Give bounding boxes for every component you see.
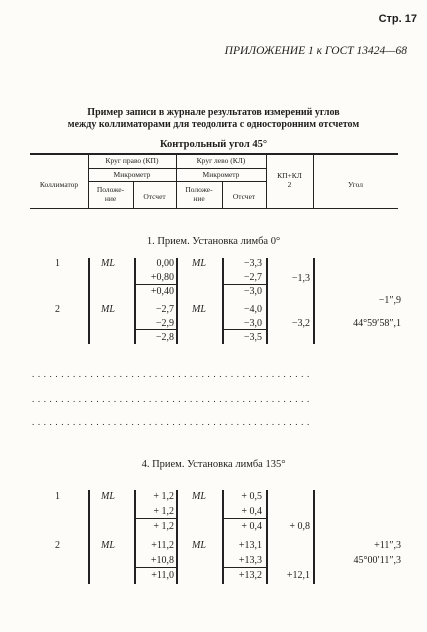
s1-rule-l2 xyxy=(222,329,266,330)
s1-rule-r1 xyxy=(134,284,176,285)
s4-r1-average: + 0,8 xyxy=(289,521,310,532)
s1-r1-average: −1,3 xyxy=(291,273,310,284)
s1-r1-reading-left-mean: −3,0 xyxy=(243,286,262,297)
s4-r2-reading-right-mean: +11,0 xyxy=(151,570,174,581)
s1-vline-1 xyxy=(88,258,90,344)
s4-r2-reading-right-2: +10,8 xyxy=(150,555,174,566)
s1-r2-reading-right-2: −2,9 xyxy=(155,318,174,329)
s4-r1-reading-left-2: + 0,4 xyxy=(241,506,262,517)
s4-rule-l1 xyxy=(222,518,266,519)
s1-r2-position-right: ML xyxy=(101,304,115,315)
section-1-heading: 1. Прием. Установка лимба 0° xyxy=(146,236,281,247)
s1-r1-reading-right-1: 0,00 xyxy=(156,258,174,269)
s4-r2-reading-left-2: +13,3 xyxy=(238,555,262,566)
s4-vline-3 xyxy=(176,490,178,584)
header-average: КП+КЛ 2 xyxy=(277,171,302,189)
appendix-reference: ПРИЛОЖЕНИЕ 1 к ГОСТ 13424—68 xyxy=(224,45,407,57)
s1-r1-reading-left-1: −3,3 xyxy=(243,258,262,269)
s1-collimator-1: 1 xyxy=(55,258,60,269)
header-bottom-rule xyxy=(30,208,398,209)
s1-vline-5 xyxy=(266,258,268,344)
s4-r1-reading-right-mean: + 1,2 xyxy=(153,521,174,532)
header-circle-left: Круг лево (КЛ) xyxy=(196,156,246,165)
header-circle-right: Круг право (КП) xyxy=(105,156,159,165)
s1-r2-reading-left-mean: −3,5 xyxy=(243,332,262,343)
header-rule-1 xyxy=(88,168,266,169)
header-micrometer-left: Микрометр xyxy=(202,170,240,179)
s1-angle-correction: −1″,9 xyxy=(378,295,401,306)
s1-r1-reading-right-mean: +0,40 xyxy=(150,286,174,297)
s1-vline-4 xyxy=(222,258,224,344)
control-angle-subtitle: Контрольный угол 45° xyxy=(159,139,268,150)
header-position-left: Положе- ние xyxy=(185,185,213,203)
s1-rule-r2 xyxy=(134,329,176,330)
s4-r1-position-right: ML xyxy=(101,491,115,502)
s4-r2-position-left: ML xyxy=(192,540,206,551)
s4-rule-l2 xyxy=(222,567,266,568)
s1-collimator-2: 2 xyxy=(55,304,60,315)
s4-r2-position-right: ML xyxy=(101,540,115,551)
s4-vline-5 xyxy=(266,490,268,584)
s4-r1-reading-right-2: + 1,2 xyxy=(153,506,174,517)
s1-r1-position-right: ML xyxy=(101,258,115,269)
s4-r1-reading-left-mean: + 0,4 xyxy=(241,521,262,532)
header-angle: Угол xyxy=(348,180,363,189)
s4-r2-reading-right-1: +11,2 xyxy=(151,540,174,551)
header-rule-2 xyxy=(88,181,266,182)
s4-r1-reading-right-1: + 1,2 xyxy=(153,491,174,502)
dotted-line-1: ................................................ xyxy=(32,369,313,379)
s1-r2-average: −3,2 xyxy=(291,318,310,329)
s1-r2-reading-right-mean: −2,8 xyxy=(155,332,174,343)
s1-r1-reading-right-2: +0,80 xyxy=(150,272,174,283)
s1-rule-l1 xyxy=(222,284,266,285)
s1-vline-3 xyxy=(176,258,178,344)
header-reading-right: Отсчет xyxy=(143,192,166,201)
s4-collimator-1: 1 xyxy=(55,491,60,502)
header-collimator: Коллиматор xyxy=(39,180,79,189)
document-title-line-2: между коллиматорами для теодолита с односторонним отсчетом xyxy=(67,119,360,130)
s1-r2-reading-left-1: −4,0 xyxy=(243,304,262,315)
header-reading-left: Отсчет xyxy=(232,192,256,201)
dotted-line-3: ................................................ xyxy=(32,417,313,427)
s4-r1-position-left: ML xyxy=(192,491,206,502)
header-position-right: Положе- ние xyxy=(96,185,125,203)
section-4-heading: 4. Прием. Установка лимба 135° xyxy=(141,459,286,470)
s4-rule-r2 xyxy=(134,567,176,568)
s4-vline-6 xyxy=(313,490,315,584)
s1-r2-reading-right-1: −2,7 xyxy=(155,304,174,315)
s4-angle-value: 45°00′11″,3 xyxy=(353,555,401,566)
s1-angle-value: 44°59′58″,1 xyxy=(353,318,401,329)
s4-vline-4 xyxy=(222,490,224,584)
s1-vline-2 xyxy=(134,258,136,344)
document-title-line-1: Пример записи в журнале результатов измерений углов xyxy=(87,107,340,118)
header-micrometer-right: Микрометр xyxy=(113,170,151,179)
s4-r1-reading-left-1: + 0,5 xyxy=(241,491,262,502)
s1-r2-reading-left-2: −3,0 xyxy=(243,318,262,329)
table-top-rule xyxy=(30,153,398,155)
dotted-line-2: ................................................ xyxy=(32,394,313,404)
page-number: Стр. 17 xyxy=(378,13,417,25)
s4-r2-reading-left-mean: +13,2 xyxy=(238,570,262,581)
s1-r1-position-left: ML xyxy=(192,258,206,269)
s4-r2-reading-left-1: +13,1 xyxy=(238,540,262,551)
s1-r1-reading-left-2: −2,7 xyxy=(243,272,262,283)
s4-r2-average: +12,1 xyxy=(286,570,310,581)
s4-vline-1 xyxy=(88,490,90,584)
s4-collimator-2: 2 xyxy=(55,540,60,551)
s4-vline-2 xyxy=(134,490,136,584)
s1-r2-position-left: ML xyxy=(192,304,206,315)
s4-rule-r1 xyxy=(134,518,176,519)
s4-angle-correction: +11″,3 xyxy=(374,540,401,551)
